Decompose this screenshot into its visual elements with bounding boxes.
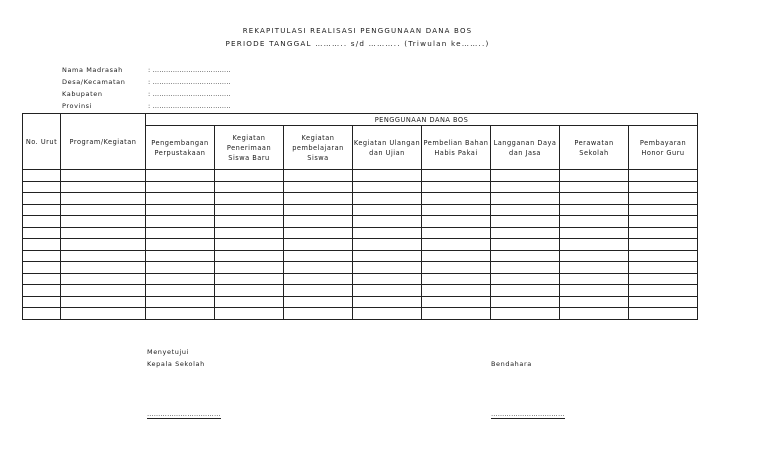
table-cell [422,181,491,193]
table-cell [61,273,146,285]
table-cell [629,216,698,228]
table-cell [491,239,560,251]
info-value: : …………………………….. [148,78,231,86]
table-cell [353,170,422,182]
table-cell [61,193,146,205]
info-value: : …………………………….. [148,102,231,110]
table-cell [560,193,629,205]
table-cell [560,170,629,182]
table-cell [284,239,353,251]
table-cell [560,285,629,297]
table-cell [23,285,61,297]
table-cell [491,296,560,308]
table-cell [61,239,146,251]
col-header-bahan-habis-pakai: Pembelian Bahan Habis Pakai [422,126,491,170]
table-cell [146,296,215,308]
table-cell [215,296,284,308]
table-cell [23,170,61,182]
table-cell [23,262,61,274]
table-cell [215,273,284,285]
col-header-perpustakaan: Pengembangan Perpustakaan [146,126,215,170]
signature-line-headmaster: …………………………… [147,410,221,418]
table-cell [353,239,422,251]
table-cell [491,285,560,297]
table-cell [491,308,560,320]
col-header-no-urut: No. Urut [23,114,61,170]
col-header-program: Program/Kegiatan [61,114,146,170]
table-cell [353,216,422,228]
table-cell [23,227,61,239]
table-row [23,262,698,274]
col-header-daya-jasa: Langganan Daya dan Jasa [491,126,560,170]
table-cell [284,250,353,262]
table-cell [23,273,61,285]
table-cell [61,170,146,182]
table-cell [215,262,284,274]
table-cell [629,285,698,297]
table-cell [23,204,61,216]
table-cell [353,285,422,297]
period-line: PERIODE TANGGAL ……….. s/d ……….. (Triwulan ke……..) [225,39,490,48]
table-cell [23,296,61,308]
table-cell [23,181,61,193]
table-cell [422,308,491,320]
table-cell [23,216,61,228]
table-cell [146,193,215,205]
table-cell [560,181,629,193]
table-cell [491,262,560,274]
table-cell [215,227,284,239]
table-cell [215,239,284,251]
info-label: Nama Madrasah [62,66,123,74]
table-cell [146,273,215,285]
table-cell [284,296,353,308]
table-cell [560,308,629,320]
table-cell [629,204,698,216]
table-cell [146,170,215,182]
table-cell [215,204,284,216]
table-cell [146,262,215,274]
table-cell [23,250,61,262]
table-cell [629,181,698,193]
table-cell [353,273,422,285]
table-row [23,273,698,285]
col-header-perawatan: Perawatan Sekolah [560,126,629,170]
table-cell [353,227,422,239]
table-cell [560,262,629,274]
table-cell [422,250,491,262]
col-header-penerimaan-siswa: Kegiatan Penerimaan Siswa Baru [215,126,284,170]
table-row [23,170,698,182]
table-cell [284,227,353,239]
col-header-pembelajaran: Kegiatan pembelajaran Siswa [284,126,353,170]
table-cell [422,204,491,216]
table-cell [629,239,698,251]
table-cell [61,216,146,228]
table-cell [560,239,629,251]
table-row [23,204,698,216]
treasurer-label: Bendahara [491,360,532,368]
table-cell [353,181,422,193]
info-label: Provinsi [62,102,93,110]
info-row-kabupaten [62,90,231,98]
table-cell [629,296,698,308]
table-cell [422,262,491,274]
col-header-ulangan-ujian: Kegiatan Ulangan dan Ujian [353,126,422,170]
table-cell [629,250,698,262]
table-cell [146,216,215,228]
info-label: Desa/Kecamatan [62,78,126,86]
table-row [23,296,698,308]
table-cell [422,273,491,285]
table-cell [629,308,698,320]
table-row [23,285,698,297]
table-cell [146,204,215,216]
table-cell [629,227,698,239]
table-cell [215,170,284,182]
table-cell [61,181,146,193]
table-cell [491,273,560,285]
table-cell [629,170,698,182]
table-cell [215,181,284,193]
table-cell [61,250,146,262]
table-cell [560,296,629,308]
table-cell [61,285,146,297]
table-cell [146,227,215,239]
table-cell [353,262,422,274]
document-title: REKAPITULASI REALISASI PENGGUNAAN DANA BOS [242,27,473,35]
table-cell [284,170,353,182]
table-cell [560,216,629,228]
rekap-table [22,113,698,320]
table-cell [629,262,698,274]
table-cell [215,285,284,297]
table-cell [146,250,215,262]
table-row [23,227,698,239]
info-value: : …………………………….. [148,90,231,98]
table-cell [353,193,422,205]
table-cell [629,273,698,285]
table-cell [146,308,215,320]
table-cell [491,204,560,216]
table-cell [560,250,629,262]
table-cell [353,204,422,216]
table-row [23,216,698,228]
table-cell [146,239,215,251]
table-cell [61,262,146,274]
table-cell [284,273,353,285]
table-cell [61,204,146,216]
table-cell [284,308,353,320]
table-cell [491,181,560,193]
table-cell [422,193,491,205]
table-cell [215,250,284,262]
col-header-honor-guru: Pembayaran Honor Guru [629,126,698,170]
table-cell [491,216,560,228]
info-value: : …………………………….. [148,66,231,74]
table-cell [491,250,560,262]
table-cell [284,193,353,205]
table-cell [215,216,284,228]
table-cell [422,296,491,308]
table-cell [560,273,629,285]
info-row-desa [62,78,231,86]
table-cell [284,204,353,216]
table-cell [422,216,491,228]
table-cell [284,216,353,228]
table-cell [61,227,146,239]
table-cell [353,250,422,262]
table-row [23,250,698,262]
table-cell [560,227,629,239]
table-cell [23,239,61,251]
table-cell [422,170,491,182]
table-cell [353,296,422,308]
table-row [23,308,698,320]
table-cell [422,239,491,251]
table-row [23,239,698,251]
table-row [23,193,698,205]
table-cell [23,193,61,205]
headmaster-label: Kepala Sekolah [147,360,205,368]
table-cell [146,181,215,193]
table-cell [215,308,284,320]
info-row-madrasah [62,66,231,74]
table-cell [146,285,215,297]
table-cell [284,285,353,297]
table-cell [560,204,629,216]
table-cell [491,193,560,205]
table-cell [23,308,61,320]
info-row-provinsi [62,102,231,110]
approval-label: Menyetujui [147,348,189,356]
table-cell [284,262,353,274]
table-row [23,181,698,193]
table-cell [422,227,491,239]
group-header-penggunaan: PENGGUNAAN DANA BOS [146,114,698,126]
table-cell [61,308,146,320]
table-cell [491,170,560,182]
signature-line-treasurer: …………………………… [491,410,565,418]
table-cell [215,193,284,205]
table-cell [629,193,698,205]
table-cell [284,181,353,193]
table-cell [491,227,560,239]
table-cell [422,285,491,297]
info-label: Kabupaten [62,90,103,98]
table-cell [61,296,146,308]
table-cell [353,308,422,320]
